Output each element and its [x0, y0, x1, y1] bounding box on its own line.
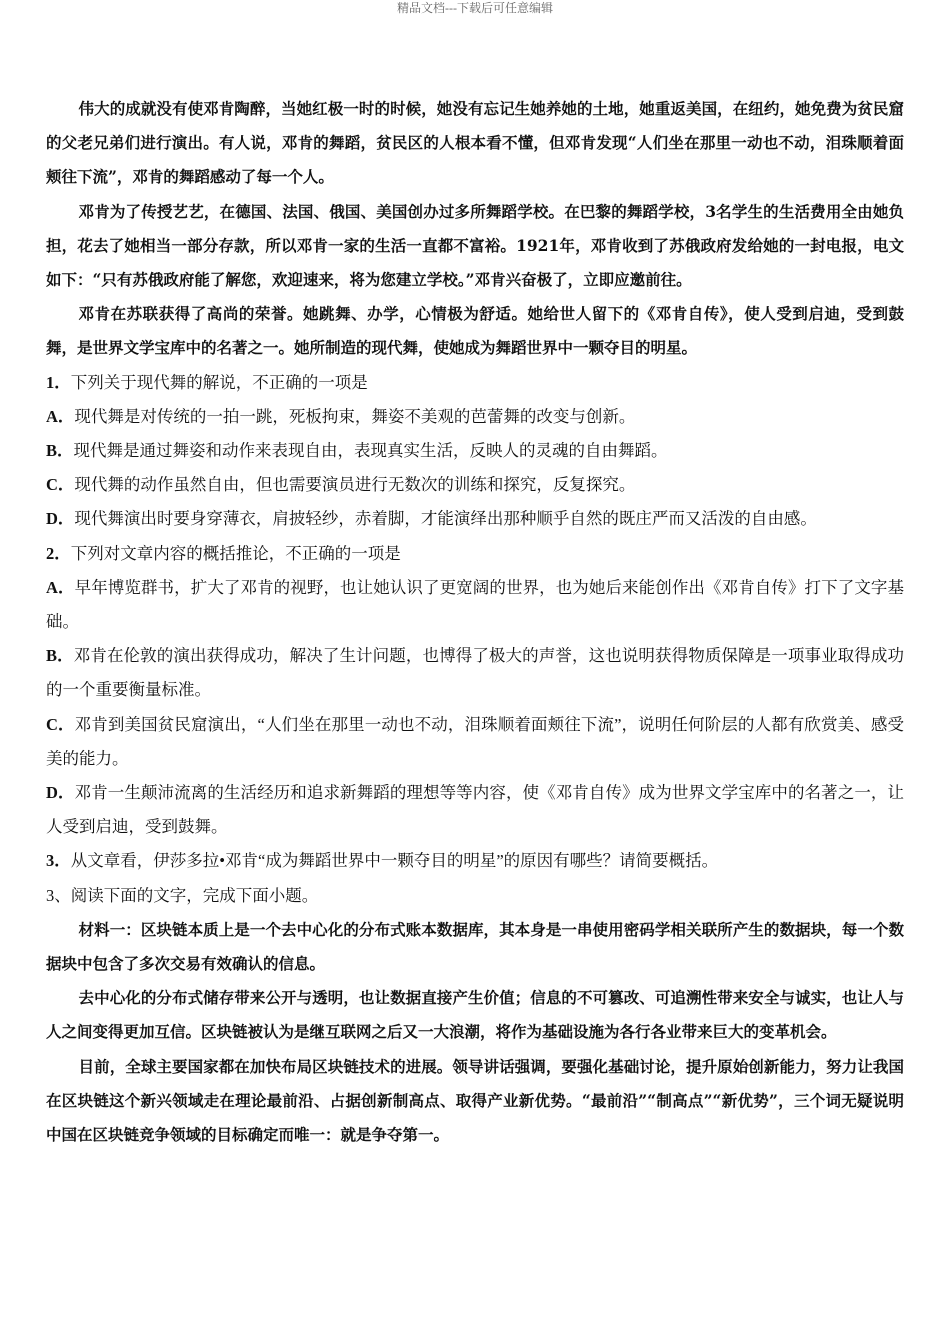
passage1-paragraph-3: 邓肯在苏联获得了高尚的荣誉。她跳舞、办学，心情极为舒适。她给世人留下的《邓肯自传》，使人受到启迪，受到鼓舞，是世界文学宝库中的名著之一。她所制造的现代舞，使她成为舞蹈世界中一颗夺目的明星。 — [46, 304, 904, 358]
question-2-option-d — [46, 776, 904, 844]
question-2-option-c — [46, 708, 904, 776]
passage1-paragraph-2: 邓肯为了传授艺艺，在德国、法国、俄国、美国创办过多所舞蹈学校。在巴黎的舞蹈学校，3名学生的生活费用全由她负担，花去了她相当一部分存款，所以邓肯一家的生活一直都不富裕。1921年，邓肯收到了苏俄政府发给她的一封电报，电文如下：“只有苏俄政府能了解您，欢迎速来，将为您建立学校。”邓肯兴奋极了，立即应邀前往。 — [46, 201, 904, 290]
option-text: 现代舞演出时要身穿薄衣，肩披轻纱，赤着脚，才能演绎出那种顺乎自然的既庄严而又活泼的自由感。 — [74, 509, 817, 529]
material-1-paragraph-2: 去中心化的分布式储存带来公开与透明，也让数据直接产生价值；信息的不可篡改、可追溯性带来安全与诚实，也让人与人之间变得更加互信。区块链被认为是继互联网之后又一大浪潮，将作为基础设施为各行各业带来巨大的变革机会。 — [46, 988, 904, 1042]
option-letter: B． — [46, 441, 74, 461]
option-letter: D． — [46, 783, 75, 803]
question-number: 2． — [46, 543, 71, 563]
option-letter: B． — [46, 646, 74, 666]
option-text: 现代舞的动作虽然自由，但也需要演员进行无数次的训练和探究，反复探究。 — [74, 475, 636, 495]
material-1-paragraph-1: 材料一：区块链本质上是一个去中心化的分布式账本数据库，其本身是一串使用密码学相关联所产生的数据块，每一个数据块中包含了多次交易有效确认的信息。 — [46, 919, 904, 974]
option-text: 现代舞是对传统的一拍一跳，死板拘束，舞姿不美观的芭蕾舞的改变与创新。 — [74, 406, 636, 426]
question-number: 1． — [46, 372, 71, 392]
question-2-stem — [46, 537, 904, 571]
question-text: 下列对文章内容的概括推论，不正确的一项是 — [70, 543, 401, 563]
question-1-option-a — [46, 400, 904, 434]
material-1-paragraph-3: 目前，全球主要国家都在加快布局区块链技术的进展。领导讲话强调，要强化基础讨论，提升原始创新能力，努力让我国在区块链这个新兴领域走在理论最前沿、占据创新制高点、取得产业新优势。“最前沿”“制高点”“新优势”，三个词无疑说明中国在区块链竞争领域的目标确定而唯一：就是争夺第一。 — [46, 1056, 904, 1145]
option-letter: C． — [46, 475, 75, 495]
question-2-option-a — [46, 571, 904, 639]
option-text: 现代舞是通过舞姿和动作来表现自由，表现真实生活，反映人的灵魂的自由舞蹈。 — [73, 441, 668, 461]
question-1-option-b — [46, 434, 904, 468]
option-letter: A． — [46, 577, 75, 597]
question-1-option-c — [46, 468, 904, 502]
option-text: 邓肯一生颠沛流离的生活经历和追求新舞蹈的理想等等内容，使《邓肯自传》成为世界文学宝库中的名著之一，让人受到启迪，受到鼓舞。 — [46, 783, 905, 837]
option-letter: D． — [46, 509, 75, 529]
option-text: 邓肯在伦敦的演出获得成功，解决了生计问题，也博得了极大的声誉，这也说明获得物质保障是一项事业取得成功的一个重要衡量标准。 — [46, 646, 905, 700]
document-body — [46, 92, 904, 1152]
section-3-heading: 3、阅读下面的文字，完成下面小题。 — [46, 885, 319, 905]
question-1-option-d — [46, 502, 904, 536]
option-text: 早年博览群书，扩大了邓肯的视野，也让她认识了更宽阔的世界，也为她后来能创作出《邓肯自传》打下了文字基础。 — [46, 577, 905, 632]
option-letter: A． — [46, 406, 75, 426]
question-1-stem — [46, 366, 904, 400]
question-3-stem — [46, 844, 904, 878]
option-letter: C． — [46, 714, 75, 734]
question-2-option-b — [46, 639, 904, 707]
question-text: 下列关于现代舞的解说，不正确的一项是 — [70, 372, 368, 392]
option-text: 邓肯到美国贫民窟演出，“人们坐在那里一动也不动，泪珠顺着面颊往下流”，说明任何阶层的人都有欣赏美、感受美的能力。 — [46, 714, 904, 768]
passage1-paragraph-1: 伟大的成就没有使邓肯陶醉，当她红极一时的时候，她没有忘记生她养她的土地，她重返美国，在纽约，她免费为贫民窟的父老兄弟们进行演出。有人说，邓肯的舞蹈，贫民区的人根本看不懂，但邓肯发现“人们坐在那里一动也不动，泪珠顺着面颊往下流”，邓肯的舞蹈感动了每一个人。 — [46, 99, 904, 187]
watermark-header: 精品文档---下载后可任意编辑 — [397, 1, 553, 15]
question-text: 从文章看，伊莎多拉•邓肯“成为舞蹈世界中一颗夺目的明星”的原因有哪些？请简要概括。 — [70, 851, 719, 871]
question-number: 3． — [46, 851, 71, 871]
